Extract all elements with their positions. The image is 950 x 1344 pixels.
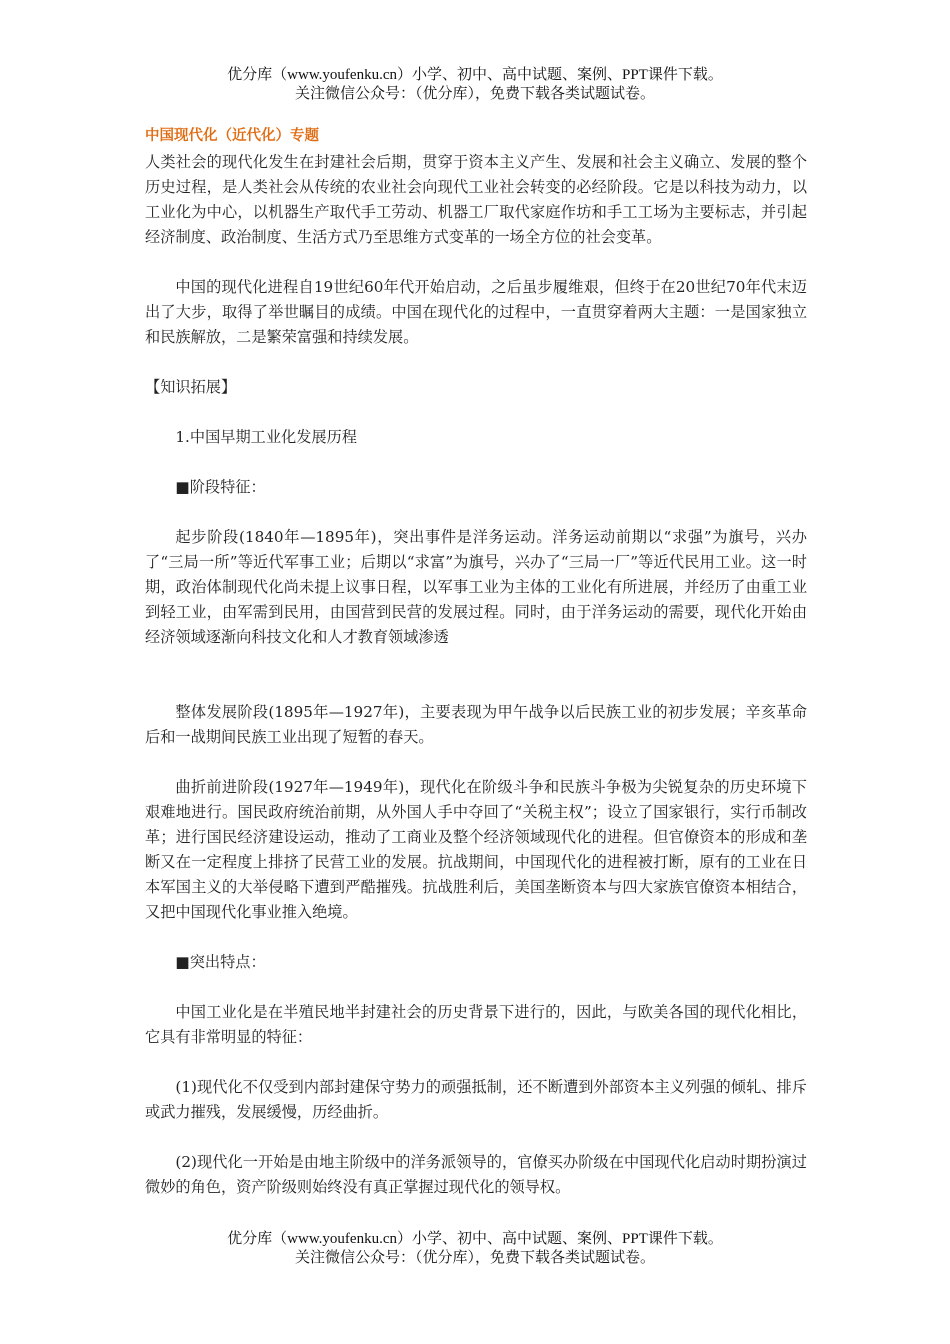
china-overview-paragraph: 中国的现代化进程自19世纪60年代开始启动，之后虽步履维艰，但终于在20世纪70年代末迈出了大步，取得了举世瞩目的成绩。中国在现代化的过程中，一直贯穿着两大主题：一是国家独立和民族解放，二是繁荣富强和持续发展。 (145, 278, 807, 346)
feature2-paragraph: (2)现代化一开始是由地主阶级中的洋务派领导的，官僚买办阶级在中国现代化启动时期扮演过微妙的角色，资产阶级则始终没有真正掌握过现代化的领导权。 (145, 1153, 807, 1196)
stage1-paragraph: 起步阶段(1840年—1895年)，突出事件是洋务运动。洋务运动前期以“求强”为旗号，兴办了“三局一所”等近代军事工业；后期以“求富”为旗号，兴办了“三局一厂”等近代民用工业。这一时期，政治体制现代化尚未提上议事日程，以军事工业为主体的工业化有所进展，并经历了由重工业到轻工业，由军需到民用，由国营到民营的发展过程。同时，由于洋务运动的需要，现代化开始由经济领域逐渐向科技文化和人才教育领域渗透 (145, 528, 807, 646)
header-line-2: 关注微信公众号：（优分库），免费下载各类试题试卷。 (294, 86, 655, 102)
feature1-paragraph: (1)现代化不仅受到内部封建保守势力的顽强抵制，还不断遭到外部资本主义列强的倾轧、排斥或武力摧残，发展缓慢，历经曲折。 (145, 1078, 807, 1121)
page-footer (0, 1230, 950, 1268)
article-body (145, 126, 807, 1200)
header-line-1: 优分库（www.youfenku.cn）小学、初中、高中试题、案例、PPT课件下载。 (227, 67, 723, 83)
stage2-paragraph: 整体发展阶段(1895年—1927年)，主要表现为甲午战争以后民族工业的初步发展；辛亥革命后和一战期间民族工业出现了短暂的春天。 (145, 703, 807, 746)
footer-line-1: 优分库（www.youfenku.cn）小学、初中、高中试题、案例、PPT课件下载。 (227, 1231, 723, 1247)
footer-line-2: 关注微信公众号：（优分库），免费下载各类试题试卷。 (294, 1250, 655, 1266)
prominent-features-heading: ■突出特点： (175, 953, 266, 971)
features-intro-paragraph: 中国工业化是在半殖民地半封建社会的历史背景下进行的，因此，与欧美各国的现代化相比，它具有非常明显的特征： (145, 1003, 807, 1046)
article-title: 中国现代化（近代化）专题 (145, 128, 319, 144)
knowledge-heading: 【知识拓展】 (145, 378, 237, 396)
section1-heading: 1.中国早期工业化发展历程 (175, 428, 357, 446)
stage-features-heading: ■阶段特征： (175, 478, 266, 496)
intro-paragraph: 人类社会的现代化发生在封建社会后期，贯穿于资本主义产生、发展和社会主义确立、发展的整个历史过程，是人类社会从传统的农业社会向现代工业社会转变的必经阶段。它是以科技为动力，以工业化为中心，以机器生产取代手工劳动、机器工厂取代家庭作坊和手工工场为主要标志，并引起经济制度、政治制度、生活方式乃至思维方式变革的一场全方位的社会变革。 (145, 153, 807, 246)
page-header (0, 66, 950, 104)
stage3-paragraph: 曲折前进阶段(1927年—1949年)，现代化在阶级斗争和民族斗争极为尖锐复杂的历史环境下艰难地进行。国民政府统治前期，从外国人手中夺回了“关税主权”；设立了国家银行，实行币制改革；进行国民经济建设运动，推动了工商业及整个经济领域现代化的进程。但官僚资本的形成和垄断又在一定程度上排挤了民营工业的发展。抗战期间，中国现代化的进程被打断，原有的工业在日本军国主义的大举侵略下遭到严酷摧残。抗战胜利后，美国垄断资本与四大家族官僚资本相结合，又把中国现代化事业推入绝境。 (145, 778, 807, 921)
